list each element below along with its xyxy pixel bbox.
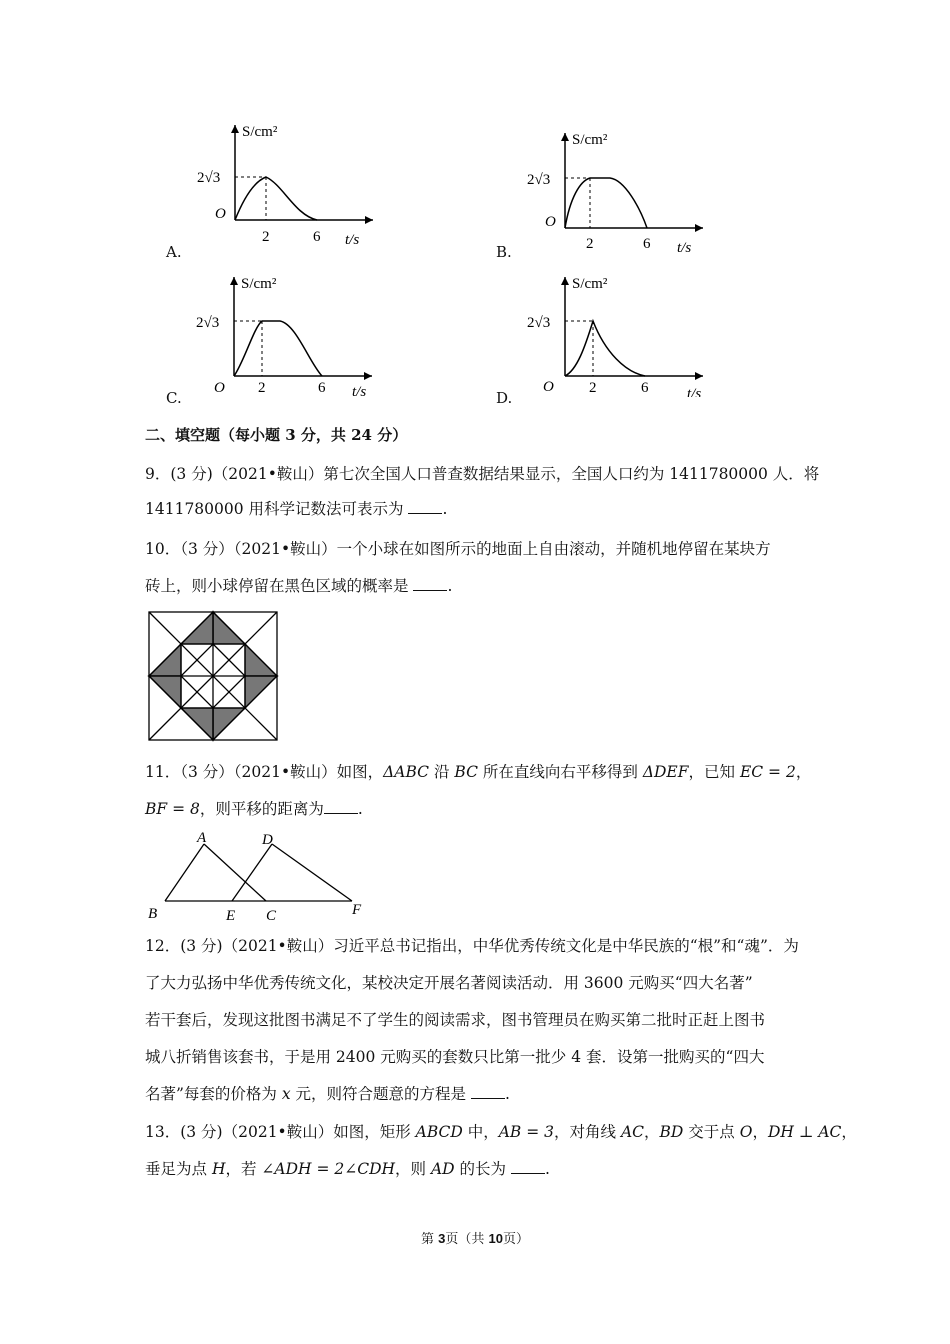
q13-o: O [739,1123,753,1141]
graph-option-c [194,272,379,397]
q13-dh: DH ⊥ AC [767,1123,842,1141]
q11-text-d: ，已知 [688,763,740,781]
translation-figure [140,826,380,926]
point-c: C [266,908,277,924]
option-a-label: A. [166,243,182,261]
x-tick-6: 6 [318,380,326,396]
q12-end: . [504,1085,510,1103]
point-f: F [352,902,362,918]
q13-text-i: ，若 [225,1160,262,1178]
q13-text-b: 中， [462,1123,499,1141]
q11-text-f: ，则平移的距离为 [199,800,324,818]
q13-ac: AC [620,1123,645,1141]
q13-text-e: 交于点 [683,1123,740,1141]
q13-end: . [544,1160,550,1178]
x-tick-6: 6 [313,229,321,245]
x-tick-2: 2 [589,380,597,396]
option-b-label: B. [496,243,512,261]
origin-label: O [215,206,226,222]
point-d: D [262,832,273,848]
q11-text-b: 沿 [429,763,455,781]
point-a: A [197,830,207,846]
q11-bc: BC [454,763,478,781]
tile-figure [147,610,279,742]
q9-answer-blank[interactable] [408,501,442,514]
footer-mid: 页（共 [445,1232,489,1247]
x-tick-2: 2 [258,380,266,396]
q13-text-g: ， [841,1123,857,1141]
q12-x: x [281,1085,291,1103]
q13-ad: AD [430,1160,455,1178]
q13-abcd: ABCD [415,1123,463,1141]
q13-text-j: ，则 [395,1160,431,1178]
q13-text-d: ， [644,1123,660,1141]
q12-line4: 城八折销售该套书，于是用 2400 元购买的套数只比第一批少 4 套．设第一批购买的“四大 [145,1048,765,1066]
point-b: B [148,906,158,922]
x-axis-label: t/s [677,240,692,253]
q10-answer-blank[interactable] [413,578,447,591]
q11-line2 [145,797,363,819]
y-axis-label: S/cm² [241,276,277,292]
q10-end: . [447,577,453,595]
y-value-label: 2√3 [197,170,221,186]
q13-text-c: ，对角线 [554,1123,621,1141]
y-value-label: 2√3 [196,315,220,331]
footer-suffix: 页） [502,1232,529,1247]
y-axis-label: S/cm² [242,124,278,140]
q11-text-c: 所在直线向右平移得到 [477,763,643,781]
x-axis-label: t/s [687,386,702,397]
q9-text: 1411780000 用科学记数法可表示为 [145,500,404,518]
x-tick-2: 2 [262,229,270,245]
x-tick-6: 6 [641,380,649,396]
q13-angle: ∠ADH = 2∠CDH [261,1160,396,1178]
q12-text-b: 元，则符合题意的方程是 [290,1085,467,1103]
q12-line1: 12．(3 分)（2021•鞍山）习近平总书记指出，中华优秀传统文化是中华民族的“根”和“魂”．为 [145,937,799,955]
footer-page-number: 3 [438,1231,446,1246]
point-e: E [226,908,236,924]
q11-ec: EC = 2 [739,763,796,781]
x-tick-2: 2 [586,236,594,252]
graph-option-a [195,120,380,245]
origin-label: O [545,214,556,230]
q12-line5 [145,1082,510,1104]
y-value-label: 2√3 [527,172,551,188]
y-value-label: 2√3 [527,315,551,331]
q11-triangle-def: ΔDEF [642,763,689,781]
q11-bf: BF = 8 [145,800,200,818]
y-axis-label: S/cm² [572,132,608,148]
q13-line1 [145,1120,857,1142]
q13-bd: BD [659,1123,684,1141]
q11-text-e: ， [795,763,812,781]
graph-option-d [525,272,710,397]
footer-prefix: 第 [421,1232,439,1247]
q11-answer-blank[interactable] [324,801,358,814]
q13-text-f: ， [752,1123,768,1141]
x-axis-label: t/s [352,384,367,397]
q12-line2: 了大力弘扬中华优秀传统文化，某校决定开展名著阅读活动．用 3600 元购买“四大名著” [145,974,753,992]
q13-line2 [145,1157,550,1179]
section-title: 二、填空题（每小题 3 分，共 24 分） [145,426,408,444]
q11-line1 [145,760,811,782]
q10-line2 [145,574,452,596]
y-axis-label: S/cm² [572,276,608,292]
q11-triangle-abc: ΔABC [383,763,430,781]
page-footer [0,1228,950,1247]
q13-answer-blank[interactable] [511,1161,545,1174]
q11-text-a: 11．（3 分）（2021•鞍山）如图， [145,763,384,781]
q13-ab: AB = 3 [498,1123,555,1141]
origin-label: O [543,379,554,395]
q10-text: 砖上，则小球停留在黑色区域的概率是 [145,577,409,595]
footer-total-pages: 10 [488,1231,503,1246]
option-d-label: D. [496,389,513,407]
x-axis-label: t/s [345,232,360,245]
q10-line1: 10．（3 分）（2021•鞍山）一个小球在如图所示的地面上自由滚动，并随机地停留在某块方 [145,540,771,558]
origin-label: O [214,380,225,396]
option-c-label: C. [166,389,182,407]
q12-text-a: 名著”每套的价格为 [145,1085,282,1103]
q9-end: . [442,500,448,518]
q11-end: . [357,800,363,818]
q13-h: H [211,1160,226,1178]
q12-line3: 若干套后，发现这批图书满足不了学生的阅读需求，图书管理员在购买第二批时正赶上图书 [145,1011,766,1029]
q9-line1: 9．(3 分)（2021•鞍山）第七次全国人口普查数据结果显示，全国人口约为 1411780000 人．将 [145,465,820,483]
x-tick-6: 6 [643,236,651,252]
q9-line2 [145,497,447,519]
q13-text-k: 的长为 [454,1160,507,1178]
graph-option-b [525,128,710,253]
q13-text-a: 13．(3 分)（2021•鞍山）如图，矩形 [145,1123,416,1141]
q12-answer-blank[interactable] [471,1086,505,1099]
q13-text-h: 垂足为点 [145,1160,212,1178]
